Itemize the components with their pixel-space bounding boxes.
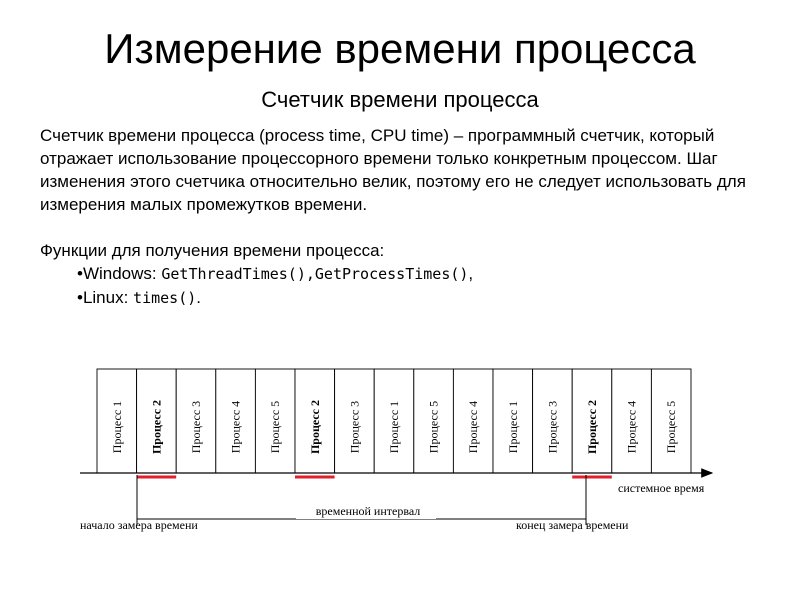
functions-heading: Функции для получения времени процесса: xyxy=(40,241,385,260)
slide-title: Измерение времени процесса xyxy=(104,25,696,72)
process-block-label: Процесс 1 xyxy=(387,400,401,454)
process-block-label: Процесс 2 xyxy=(307,399,322,455)
process-block-label: Процесс 3 xyxy=(347,400,362,454)
bullet-linux xyxy=(77,286,780,310)
process-block-label: Процесс 5 xyxy=(426,400,441,454)
process-block-label: Процесс 4 xyxy=(466,400,481,454)
bullet-linux-suffix: . xyxy=(196,288,201,307)
process-block-label: Процесс 2 xyxy=(149,399,164,455)
process-block-label: Процесс 5 xyxy=(268,400,283,454)
slide-subtitle: Счетчик времени процесса xyxy=(261,87,539,112)
process-block-label: Процесс 3 xyxy=(189,400,203,454)
interval-label: временной интервал xyxy=(315,504,421,518)
bullet-windows-label: •Windows: xyxy=(77,264,162,283)
process-block-label: Процесс 4 xyxy=(228,400,243,454)
axis-label: системное время xyxy=(618,481,705,495)
bullet-linux-code: times() xyxy=(133,289,197,307)
bullet-linux-label: •Linux: xyxy=(77,288,134,307)
start-label: начало замера времени xyxy=(80,518,198,532)
bullet-windows-code: GetThreadTimes(),GetProcessTimes() xyxy=(161,265,469,283)
process-block-label: Процесс 1 xyxy=(505,400,520,454)
process-block-label: Процесс 2 xyxy=(585,399,599,455)
bullet-windows-suffix: , xyxy=(468,264,474,283)
bullet-windows xyxy=(77,262,780,286)
process-block-label: Процесс 1 xyxy=(109,400,124,454)
process-block-label: Процесс 5 xyxy=(664,400,679,454)
end-label: конец замера времени xyxy=(516,518,629,532)
process-timeline-diagram xyxy=(0,360,800,540)
process-block-label: Процесс 3 xyxy=(545,400,560,454)
description-paragraph: Счетчик времени процесса (process time, CPU time) – программный счетчик, который отражает использование процессорного времени только конкретным процессом. Шаг изменения этого счетчика относительно велик, поэтому его не следует использовать для измерения малых промежутков времени. xyxy=(40,126,746,214)
body-text xyxy=(40,124,780,310)
process-block-label: Процесс 4 xyxy=(624,400,639,454)
